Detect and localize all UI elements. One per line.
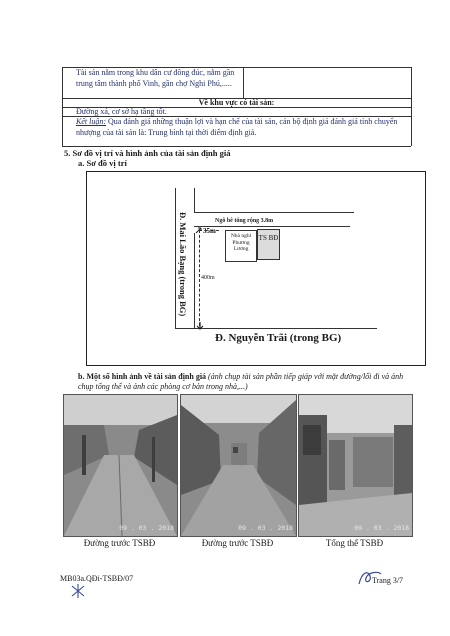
location-map bbox=[86, 171, 426, 366]
top-road-label: Ngõ bê tông rộng 3.8m bbox=[215, 218, 274, 224]
asset-label: TS BĐ bbox=[258, 234, 279, 242]
photo-road-1 bbox=[63, 394, 178, 537]
section5-title: 5. Sơ đồ vị trí và hình ảnh của tài sản định giá bbox=[64, 148, 231, 158]
area-header: Về khu vực có tài sản: bbox=[198, 98, 275, 107]
neighbor-label: Nhà nghỉ Phương Lương bbox=[230, 233, 252, 252]
neighbor-building bbox=[225, 230, 257, 262]
arrow-up-icon bbox=[195, 226, 203, 234]
photo-3-date: 09 . 03 . 2018 bbox=[354, 524, 409, 532]
road-photo-2-image bbox=[181, 395, 296, 536]
conclusion-label: Kết luận: bbox=[76, 117, 106, 126]
asset-building bbox=[257, 229, 280, 260]
photo-1-caption: Đường trước TSBĐ bbox=[83, 538, 156, 548]
overview-photo-image bbox=[299, 395, 412, 536]
road-photo-1-image bbox=[64, 395, 177, 536]
photo-road-2 bbox=[180, 394, 297, 537]
subsection-b-heading: b. Một số hình ảnh về tài sản định giá bbox=[78, 372, 207, 381]
photo-2-date: 09 . 03 . 2018 bbox=[238, 524, 293, 532]
photo-3-caption: Tổng thể TSBĐ bbox=[325, 538, 384, 548]
form-code: MB03a.QĐi-TSBĐ/07 bbox=[60, 574, 134, 583]
distance-top-label: 35m bbox=[203, 227, 216, 235]
subsection-a-title: a. Sơ đồ vị trí bbox=[78, 158, 127, 168]
infrastructure-note: Đường xá, cơ sở hạ tầng tốt. bbox=[76, 107, 167, 116]
arrow-down-icon bbox=[196, 322, 204, 330]
left-road-label: Đ. Mai Lão Bạng (trong BG) bbox=[178, 212, 188, 317]
location-description: Tài sản nằm trong khu dân cư đông đúc, nằm gần trung tâm thành phố Vinh, gần chợ Nghi Phú,..... bbox=[76, 68, 235, 88]
conclusion-text: Qua đánh giá những thuận lợi và hạn chế của tài sản, cán bộ định giá đánh giá tính chuyển nhượng của tài sản là: Trung bình tại thời điểm định giá. bbox=[76, 117, 398, 137]
distance-side-label: 400m bbox=[201, 275, 215, 281]
bottom-road-label: Đ. Nguyễn Trãi (trong BG) bbox=[215, 332, 342, 344]
conclusion bbox=[76, 117, 408, 138]
subsection-b-note: (ảnh chụp tài sản phần tiếp giáp với mặt đường/lối đi và ảnh chụp tổng thể và ảnh các phòng cơ bản trong nhà,...) bbox=[78, 372, 404, 391]
subsection-b-title bbox=[78, 372, 418, 391]
photo-overview bbox=[298, 394, 413, 537]
page-number: Trang 3/7 bbox=[372, 576, 404, 585]
photo-2-caption: Đường trước TSBĐ bbox=[201, 538, 274, 548]
signature-mark-left bbox=[70, 584, 86, 598]
photo-1-date: 09 . 03 . 2018 bbox=[119, 524, 174, 532]
